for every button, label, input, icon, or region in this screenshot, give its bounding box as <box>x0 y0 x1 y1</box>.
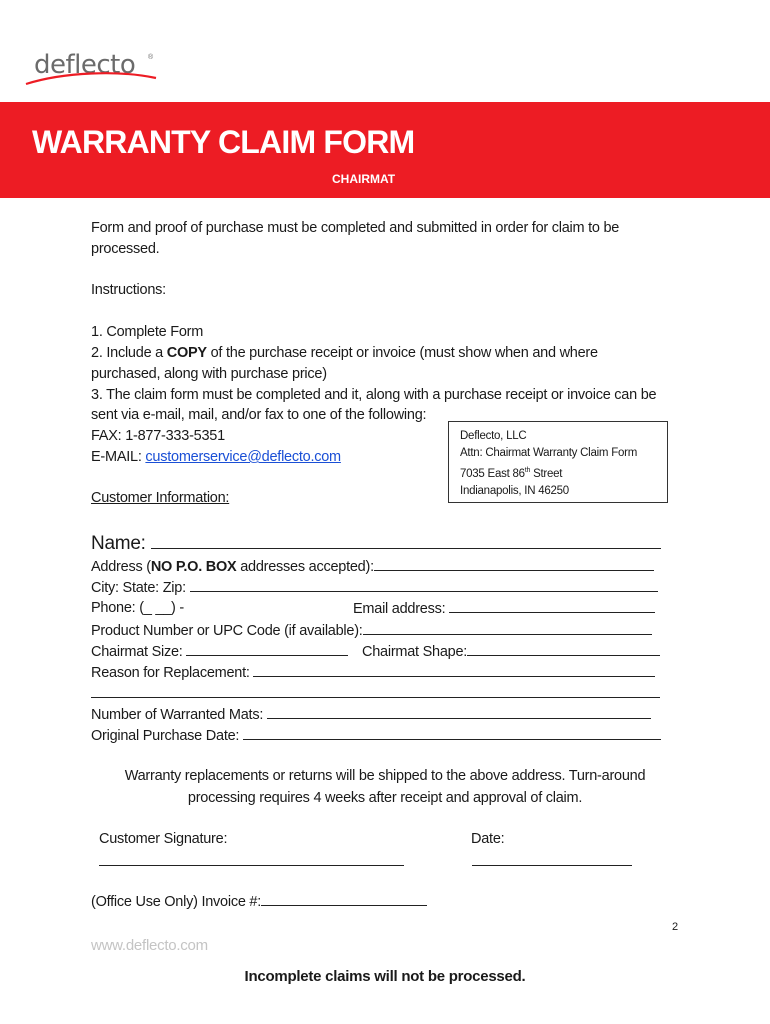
name-field[interactable]: Name: <box>91 533 661 555</box>
form-title: WARRANTY CLAIM FORM <box>32 124 415 160</box>
instruction-2-continued: purchased, along with purchase price) <box>91 366 327 382</box>
instruction-3-continued: sent via e-mail, mail, and/or fax to one of the following: <box>91 407 427 423</box>
form-subtitle: CHAIRMAT <box>332 172 396 186</box>
fax-number: FAX: 1-877-333-5351 <box>91 428 225 444</box>
mailing-address-box <box>448 421 668 503</box>
website-url[interactable]: www.deflecto.com <box>91 937 208 954</box>
purchase-date-field[interactable]: Original Purchase Date: <box>91 727 661 744</box>
intro-line-2: processed. <box>91 241 160 257</box>
address-field[interactable]: Address (NO P.O. BOX addresses accepted): <box>91 558 654 575</box>
logo-swoosh-icon <box>24 68 164 88</box>
chairmat-size-field[interactable]: Chairmat Size: <box>91 643 348 660</box>
instruction-1: 1. Complete Form <box>91 324 204 340</box>
address-street: 7035 East 86th Street <box>460 467 563 480</box>
instructions-heading: Instructions: <box>91 282 166 298</box>
logo-wordmark: deflecto <box>34 50 136 80</box>
warranted-mats-field[interactable]: Number of Warranted Mats: <box>91 706 651 723</box>
signature-line[interactable] <box>99 865 404 866</box>
reason-field[interactable]: Reason for Replacement: <box>91 664 655 681</box>
address-company: Deflecto, LLC <box>460 430 527 442</box>
registered-mark: ® <box>148 54 154 61</box>
email-line: E-MAIL: customerservice@deflecto.com <box>91 449 341 465</box>
instruction-2: 2. Include a COPY of the purchase receipt or invoice (must show when and where <box>91 345 598 361</box>
incomplete-claims-note: Incomplete claims will not be processed. <box>244 968 526 985</box>
instruction-3: 3. The claim form must be completed and it, along with a purchase receipt or invoice can be <box>91 387 657 403</box>
product-number-field[interactable]: Product Number or UPC Code (if available): <box>91 622 652 639</box>
reason-continuation-line[interactable] <box>91 697 660 698</box>
phone-field[interactable]: Phone: (_ __) - <box>91 600 184 616</box>
chairmat-shape-field[interactable]: Chairmat Shape: <box>362 643 660 660</box>
email-link[interactable]: customerservice@deflecto.com <box>145 449 341 465</box>
intro-line-1: Form and proof of purchase must be completed and submitted in order for claim to be <box>91 220 620 236</box>
office-invoice-field[interactable]: (Office Use Only) Invoice #: <box>91 893 427 910</box>
header-banner <box>0 102 770 198</box>
city-state-zip-field[interactable]: City: State: Zip: <box>91 579 658 596</box>
signature-label: Customer Signature: <box>99 831 228 847</box>
shipping-notice-line-1: Warranty replacements or returns will be shipped to the above address. Turn-around <box>124 768 646 784</box>
shipping-notice-line-2: processing requires 4 weeks after receipt and approval of claim. <box>187 790 583 806</box>
customer-info-heading: Customer Information: <box>91 490 230 506</box>
address-attention: Attn: Chairmat Warranty Claim Form <box>460 447 638 459</box>
page-number: 2 <box>672 921 679 933</box>
deflecto-logo <box>24 44 164 92</box>
date-label: Date: <box>471 831 505 847</box>
date-line[interactable] <box>472 865 632 866</box>
address-city: Indianapolis, IN 46250 <box>460 484 569 497</box>
email-address-field[interactable]: Email address: <box>353 600 655 617</box>
